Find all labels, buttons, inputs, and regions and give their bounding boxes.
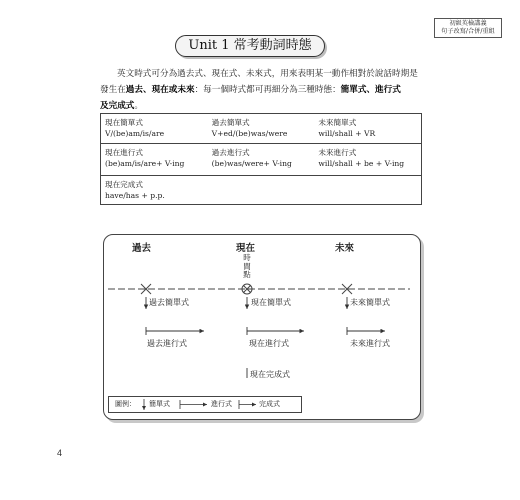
series-line-1: 初級英檢講義: [449, 20, 487, 27]
table-row: [101, 114, 421, 144]
past-progressive-arrow: [146, 327, 204, 335]
tense-form: will/shall + VR: [318, 129, 376, 138]
future-heading: 未來: [335, 243, 355, 254]
table-cell: [101, 176, 208, 204]
past-progressive-label: 過去進行式: [147, 339, 187, 348]
table-cell: [314, 176, 421, 204]
present-simple-label: 現在簡單式: [251, 298, 291, 307]
table-row: [101, 144, 421, 176]
tense-form: will/shall + be + V-ing: [318, 159, 405, 168]
future-progressive-arrow: [347, 327, 385, 335]
legend-title: 圖例：: [115, 400, 136, 408]
table-row: [101, 176, 421, 204]
tense-name: 未來進行式: [318, 148, 357, 157]
intro-paragraph: [100, 66, 422, 114]
table-cell: [314, 144, 421, 175]
present-progressive-label: 現在進行式: [249, 339, 289, 348]
time-point-char: 時: [243, 253, 251, 262]
table-cell: [101, 114, 208, 143]
past-simple-label: 過去簡單式: [149, 298, 189, 307]
intro-text-2c: ：每一個時式都可再細分為三種時態：: [194, 85, 341, 95]
page-number: 4: [57, 448, 63, 458]
diagram-legend: [108, 396, 302, 413]
tense-name: 現在進行式: [105, 148, 143, 157]
tense-form: V+ed/(be)was/were: [211, 129, 288, 138]
timeline-graphics: [104, 235, 422, 421]
intro-emphasis-aspects: 簡單式、進行式: [340, 85, 401, 95]
table-cell: [314, 114, 421, 143]
tense-form: V/(be)am/is/are: [105, 129, 165, 138]
present-perfect-label: 現在完成式: [250, 370, 290, 379]
series-line-2: 句子改寫/合併/重組: [441, 28, 495, 35]
time-point-char: 間: [243, 261, 251, 271]
tense-name: 過去進行式: [211, 148, 250, 157]
tense-name: 現在簡單式: [105, 118, 143, 127]
legend-progressive-label: 進行式: [211, 400, 232, 408]
present-heading: 現在: [236, 243, 256, 254]
intro-period: 。: [134, 101, 143, 111]
legend-simple-label: 簡單式: [149, 400, 170, 408]
tense-name: 未來簡單式: [318, 118, 357, 127]
intro-emphasis-time: 過去、現在或未來: [125, 85, 195, 95]
tense-form: have/has + p.p.: [105, 191, 165, 200]
table-cell: [208, 176, 315, 204]
intro-emphasis-perfect: 及完成式: [100, 101, 135, 111]
present-progressive-arrow: [247, 327, 304, 335]
time-point-label: [242, 254, 252, 280]
unit-title: Unit 1 常考動詞時態: [175, 35, 325, 57]
legend-perfect-label: 完成式: [259, 400, 280, 408]
tense-formula-table: [100, 113, 422, 205]
table-cell: [208, 114, 315, 143]
book-series-label: [434, 18, 502, 38]
intro-text-2a: 是發生在: [100, 69, 418, 95]
timeline-diagram: [103, 234, 421, 420]
table-cell: [208, 144, 315, 175]
future-progressive-label: 未來進行式: [350, 339, 390, 348]
tense-name: 現在完成式: [105, 180, 143, 189]
time-point-char: 點: [243, 270, 251, 279]
past-heading: 過去: [132, 243, 152, 254]
table-cell: [101, 144, 208, 175]
tense-form: (be)am/is/are+ V-ing: [105, 159, 185, 168]
tense-name: 過去簡單式: [211, 118, 250, 127]
intro-sentence-1: 英文時式可分為過去式、現在式、未來式，用來表明某一動作相對於說話時期: [117, 69, 410, 79]
future-simple-label: 未來簡單式: [350, 298, 390, 307]
tense-form: (be)was/were+ V-ing: [211, 159, 292, 168]
